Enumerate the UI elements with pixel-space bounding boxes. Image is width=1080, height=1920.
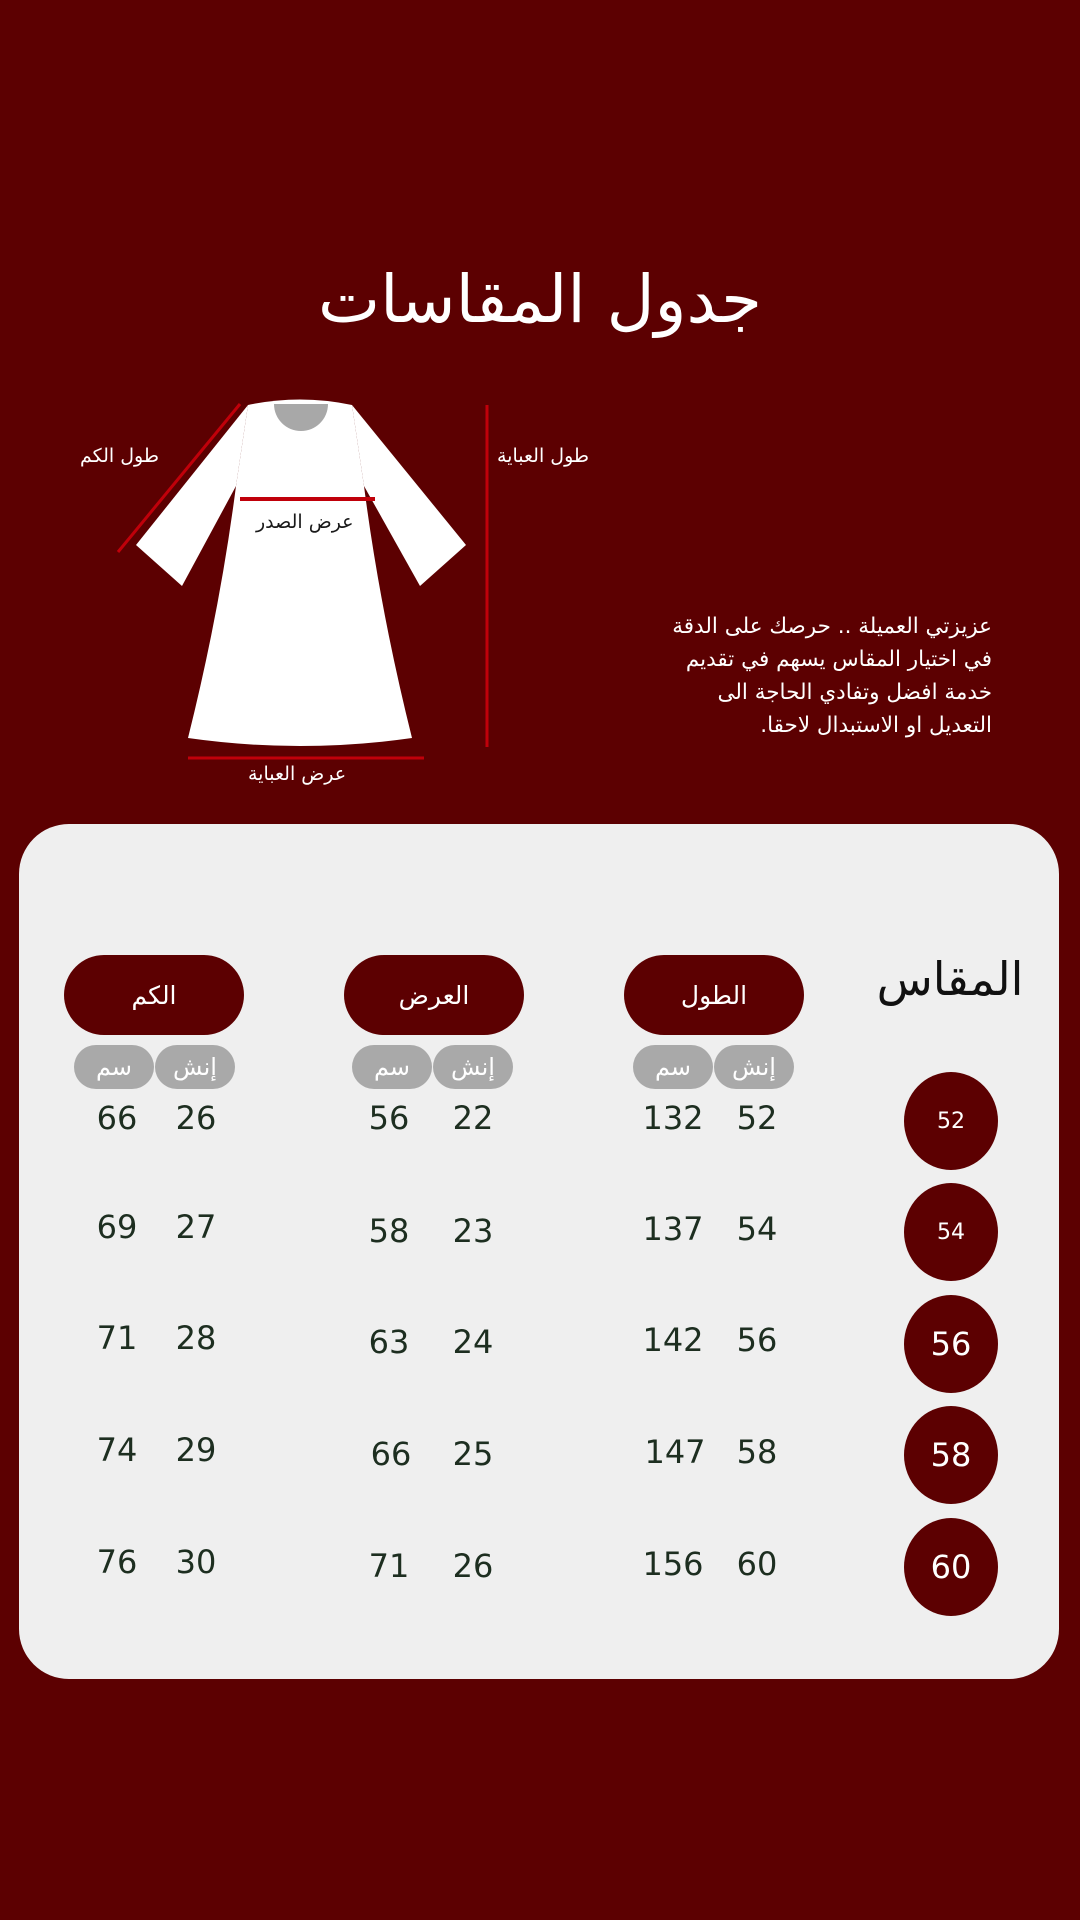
length-inch-value: 56 xyxy=(736,1321,778,1359)
size-column-heading: المقاس xyxy=(876,952,1024,1006)
length-cm-value: 156 xyxy=(642,1545,704,1583)
customer-note: عزيزتي العميلة .. حرصك على الدقة في اختيار المقاس يسهم في تقديم خدمة افضل وتفادي الحاجة الى التعديل او الاستبدال لاحقا. xyxy=(672,614,992,738)
width-inch-value: 22 xyxy=(452,1099,494,1137)
width-cm-value: 56 xyxy=(368,1099,410,1137)
width-inch-value: 24 xyxy=(452,1323,494,1361)
length-inch-value: 54 xyxy=(736,1210,778,1248)
sleeve-cm-value: 74 xyxy=(96,1431,138,1469)
size-badge: 58 xyxy=(904,1406,998,1504)
abaya-length-label: طول العباية xyxy=(497,445,590,467)
sleeve-inch-value: 30 xyxy=(175,1543,217,1581)
length-cm-value: 147 xyxy=(644,1433,706,1471)
size-badge: 60 xyxy=(904,1518,998,1616)
width-inch-value: 25 xyxy=(452,1435,494,1473)
chest-width-label: عرض الصدر xyxy=(256,511,354,533)
sleeve-header: الكم xyxy=(64,955,244,1035)
sleeve-inch-label: إنش xyxy=(155,1045,235,1089)
width-cm-value: 63 xyxy=(368,1323,410,1361)
width-cm-value: 66 xyxy=(370,1435,412,1473)
length-inch-value: 52 xyxy=(736,1099,778,1137)
sleeve-cm-value: 66 xyxy=(96,1099,138,1137)
length-inch-value: 58 xyxy=(736,1433,778,1471)
length-cm-value: 132 xyxy=(642,1099,704,1137)
length-header: الطول xyxy=(624,955,804,1035)
width-header: العرض xyxy=(344,955,524,1035)
width-inch-value: 26 xyxy=(452,1547,494,1585)
width-cm-label: سم xyxy=(352,1045,432,1089)
sleeve-inch-value: 27 xyxy=(175,1208,217,1246)
sleeve-inch-value: 26 xyxy=(175,1099,217,1137)
length-inch-value: 60 xyxy=(736,1545,778,1583)
length-cm-label: سم xyxy=(633,1045,713,1089)
abaya-width-label: عرض العباية xyxy=(248,763,347,785)
size-badge: 54 xyxy=(904,1183,998,1281)
length-inch-label: إنش xyxy=(714,1045,794,1089)
sleeve-cm-value: 69 xyxy=(96,1208,138,1246)
width-inch-value: 23 xyxy=(452,1212,494,1250)
length-cm-value: 142 xyxy=(642,1321,704,1359)
size-badge: 56 xyxy=(904,1295,998,1393)
sleeve-inch-value: 29 xyxy=(175,1431,217,1469)
sleeve-cm-value: 76 xyxy=(96,1543,138,1581)
sleeve-cm-value: 71 xyxy=(96,1319,138,1357)
page-title: جدول المقاسات xyxy=(318,261,762,338)
abaya-illustration xyxy=(0,390,620,800)
sleeve-length-label: طول الكم xyxy=(80,445,159,467)
width-cm-value: 71 xyxy=(368,1547,410,1585)
length-cm-value: 137 xyxy=(642,1210,704,1248)
width-inch-label: إنش xyxy=(433,1045,513,1089)
sleeve-cm-label: سم xyxy=(74,1045,154,1089)
size-badge: 52 xyxy=(904,1072,998,1170)
sleeve-inch-value: 28 xyxy=(175,1319,217,1357)
width-cm-value: 58 xyxy=(368,1212,410,1250)
